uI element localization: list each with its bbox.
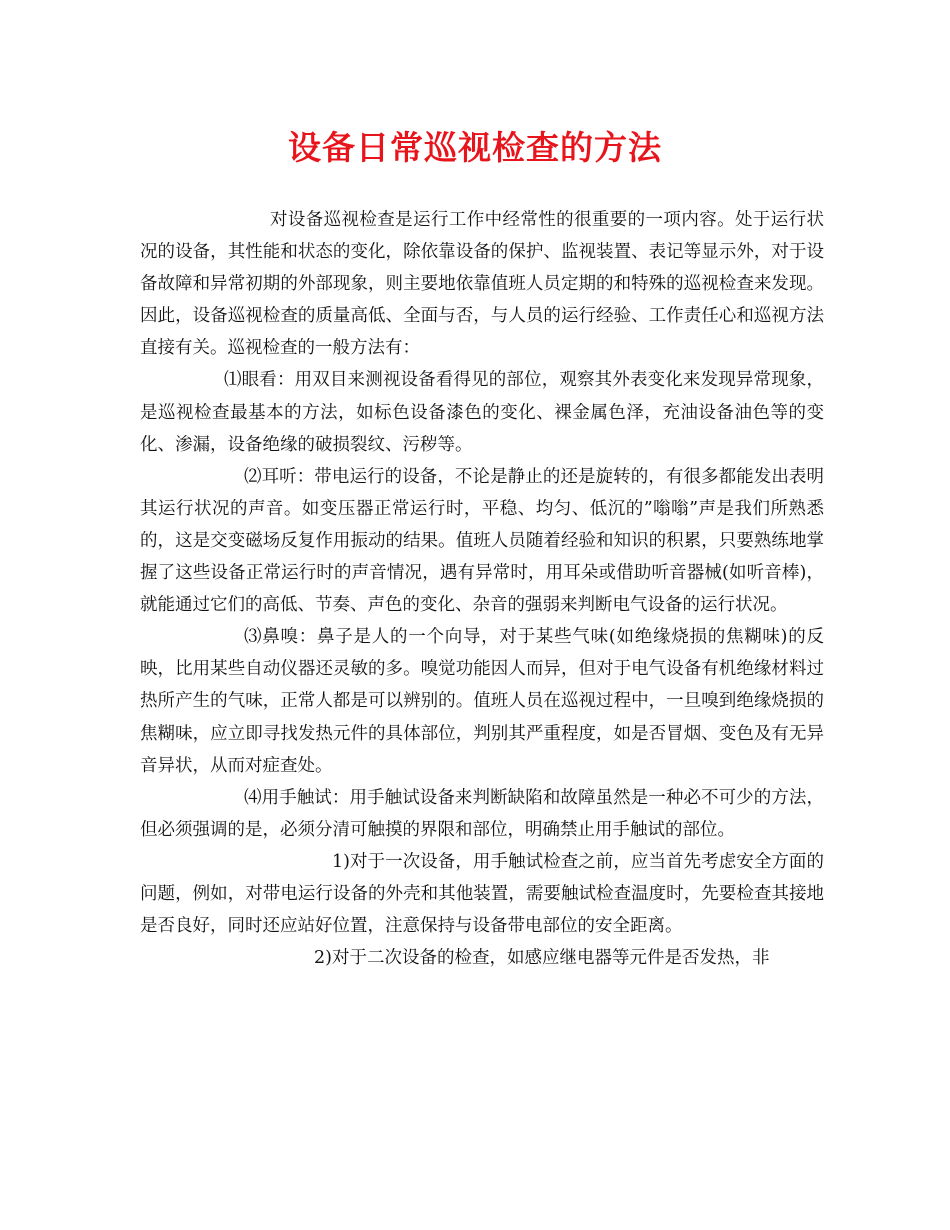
paragraph-touch: ⑷用手触试：用手触试设备来判断缺陷和故障虽然是一种必不可少的方法，但必须强调的是，必须分清可触摸的界限和部位，明确禁止用手触试的部位。	[140, 787, 824, 840]
paragraph-intro: 对设备巡视检查是运行工作中经常性的很重要的一项内容。处于运行状况的设备，其性能和状态的变化，除依靠设备的保护、监视装置、表记等显示外，对于设备故障和异常初期的外部现象，则主要地依靠值班人员定期的和特殊的巡视检查来发现。因此，设备巡视检查的质量高低、全面与否，与人员的运行经验、工作责任心和巡视方法直接有关。巡视检查的一般方法有：	[140, 210, 824, 359]
paragraph-listen: ⑵耳听：带电运行的设备，不论是静止的还是旋转的，有很多都能发出表明其运行状况的声音。如变压器正常运行时，平稳、均匀、低沉的”嗡嗡”声是我们所熟悉的，这是交变磁场反复作用振动的结果。值班人员随着经验和知识的积累，只要熟练地掌握了这些设备正常运行时的声音情况，遇有异常时，用耳朵或借助听音器械(如听音棒)，就能通过它们的高低、节奏、声色的变化、杂音的强弱来判断电气设备的运行状况。	[140, 466, 824, 616]
paragraph-smell: ⑶鼻嗅：鼻子是人的一个向导，对于某些气味(如绝缘烧损的焦糊味)的反映，比用某些自动仪器还灵敏的多。嗅觉功能因人而异，但对于电气设备有机绝缘材料过热所产生的气味，正常人都是可以辨别的。值班人员在巡视过程中，一旦嗅到绝缘烧损的焦糊味，应立即寻找发热元件的具体部位，判别其严重程度，如是否冒烟、变色及有无异音异状，从而对症查处。	[140, 627, 824, 776]
document-body	[140, 204, 824, 974]
paragraph-look: ⑴眼看：用双目来测视设备看得见的部位，观察其外表变化来发现异常现象，是巡视检查最基本的方法，如标色设备漆色的变化、裸金属色泽，充油设备油色等的变化、渗漏，设备绝缘的破损裂纹、污秽等。	[140, 370, 824, 455]
paragraph-secondary-equipment: 2)对于二次设备的检查，如感应继电器等元件是否发热，非	[314, 948, 770, 969]
paragraph-primary-equipment: 1)对于一次设备，用手触试检查之前，应当首先考虑安全方面的问题，例如，对带电运行设备的外壳和其他装置，需要触试检查温度时，先要检查其接地是否良好，同时还应站好位置，注意保持与设备带电部位的安全距离。	[140, 851, 824, 937]
page-title: 设备日常巡视检查的方法	[288, 128, 662, 167]
